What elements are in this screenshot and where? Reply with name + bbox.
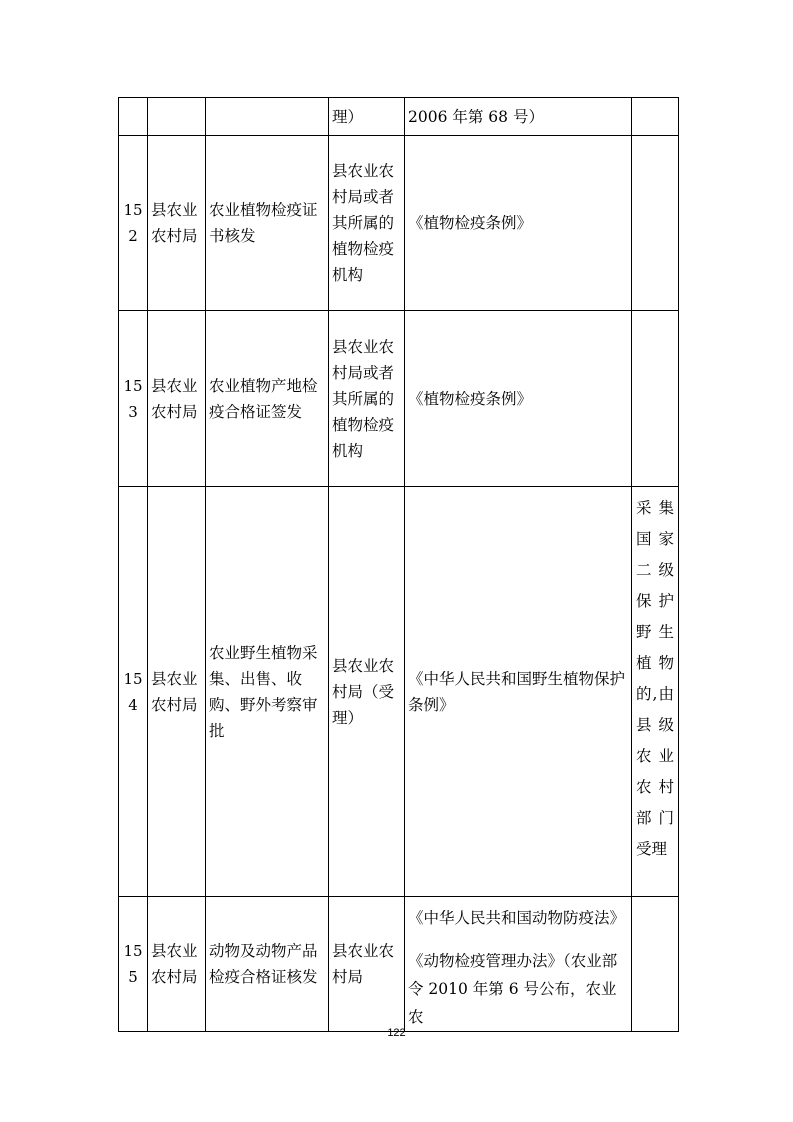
cell-basis: 《中华人民共和国野生植物保护条例》 — [405, 487, 632, 897]
basis-line: 《动物检疫管理办法》（农业部令 2010 年第 6 号公布，农业农 — [408, 952, 618, 1026]
cell-authority: 县农业农村局或者其所属的植物检疫机构 — [329, 311, 405, 487]
note-line: 农 村 — [636, 778, 674, 796]
cell-authority: 县农业农村局 — [329, 897, 405, 1032]
cell-item — [206, 98, 329, 136]
cell-note — [632, 98, 679, 136]
note-line: 保 护 — [636, 592, 674, 610]
note-line: 部 门 — [636, 809, 674, 827]
cell-basis: 《植物检疫条例》 — [405, 136, 632, 311]
note-line: 国 家 — [636, 530, 674, 548]
table-row — [119, 311, 679, 487]
table-row — [119, 98, 679, 136]
note-line: 受理 — [636, 840, 668, 858]
cell-authority: 理） — [329, 98, 405, 136]
cell-authority: 县农业农村局或者其所属的植物检疫机构 — [329, 136, 405, 311]
cell-item: 动物及动物产品检疫合格证核发 — [206, 897, 329, 1032]
cell-item: 农业野生植物采集、出售、收购、野外考察审批 — [206, 487, 329, 897]
cell-dept: 县农业农村局 — [148, 487, 206, 897]
cell-note — [632, 487, 679, 897]
note-line: 二 级 — [636, 561, 674, 579]
cell-dept — [148, 98, 206, 136]
cell-note — [632, 897, 679, 1032]
note-line: 农 业 — [636, 747, 674, 765]
note-line: 野 生 — [636, 623, 674, 641]
admin-items-table — [118, 97, 679, 1032]
cell-item: 农业植物检疫证书核发 — [206, 136, 329, 311]
cell-authority: 县农业农村局（受理） — [329, 487, 405, 897]
page-number: 122 — [387, 1027, 406, 1039]
cell-note — [632, 311, 679, 487]
cell-dept: 县农业农村局 — [148, 136, 206, 311]
cell-basis: 2006 年第 68 号） — [405, 98, 632, 136]
note-line: 县 级 — [636, 716, 674, 734]
cell-basis: 《植物检疫条例》 — [405, 311, 632, 487]
cell-num — [119, 98, 148, 136]
table-row — [119, 136, 679, 311]
note-line: 的,由 — [636, 685, 674, 703]
note-line: 植 物 — [636, 654, 674, 672]
cell-dept: 县农业农村局 — [148, 311, 206, 487]
cell-item: 农业植物产地检疫合格证签发 — [206, 311, 329, 487]
cell-num: 152 — [119, 136, 148, 311]
cell-num: 154 — [119, 487, 148, 897]
table-row — [119, 897, 679, 1032]
cell-dept: 县农业农村局 — [148, 897, 206, 1032]
cell-basis — [405, 897, 632, 1032]
note-line: 采 集 — [636, 499, 674, 517]
table-row — [119, 487, 679, 897]
cell-num: 153 — [119, 311, 148, 487]
basis-line: 《中华人民共和国动物防疫法》 — [408, 909, 626, 927]
cell-note — [632, 136, 679, 311]
cell-num: 155 — [119, 897, 148, 1032]
